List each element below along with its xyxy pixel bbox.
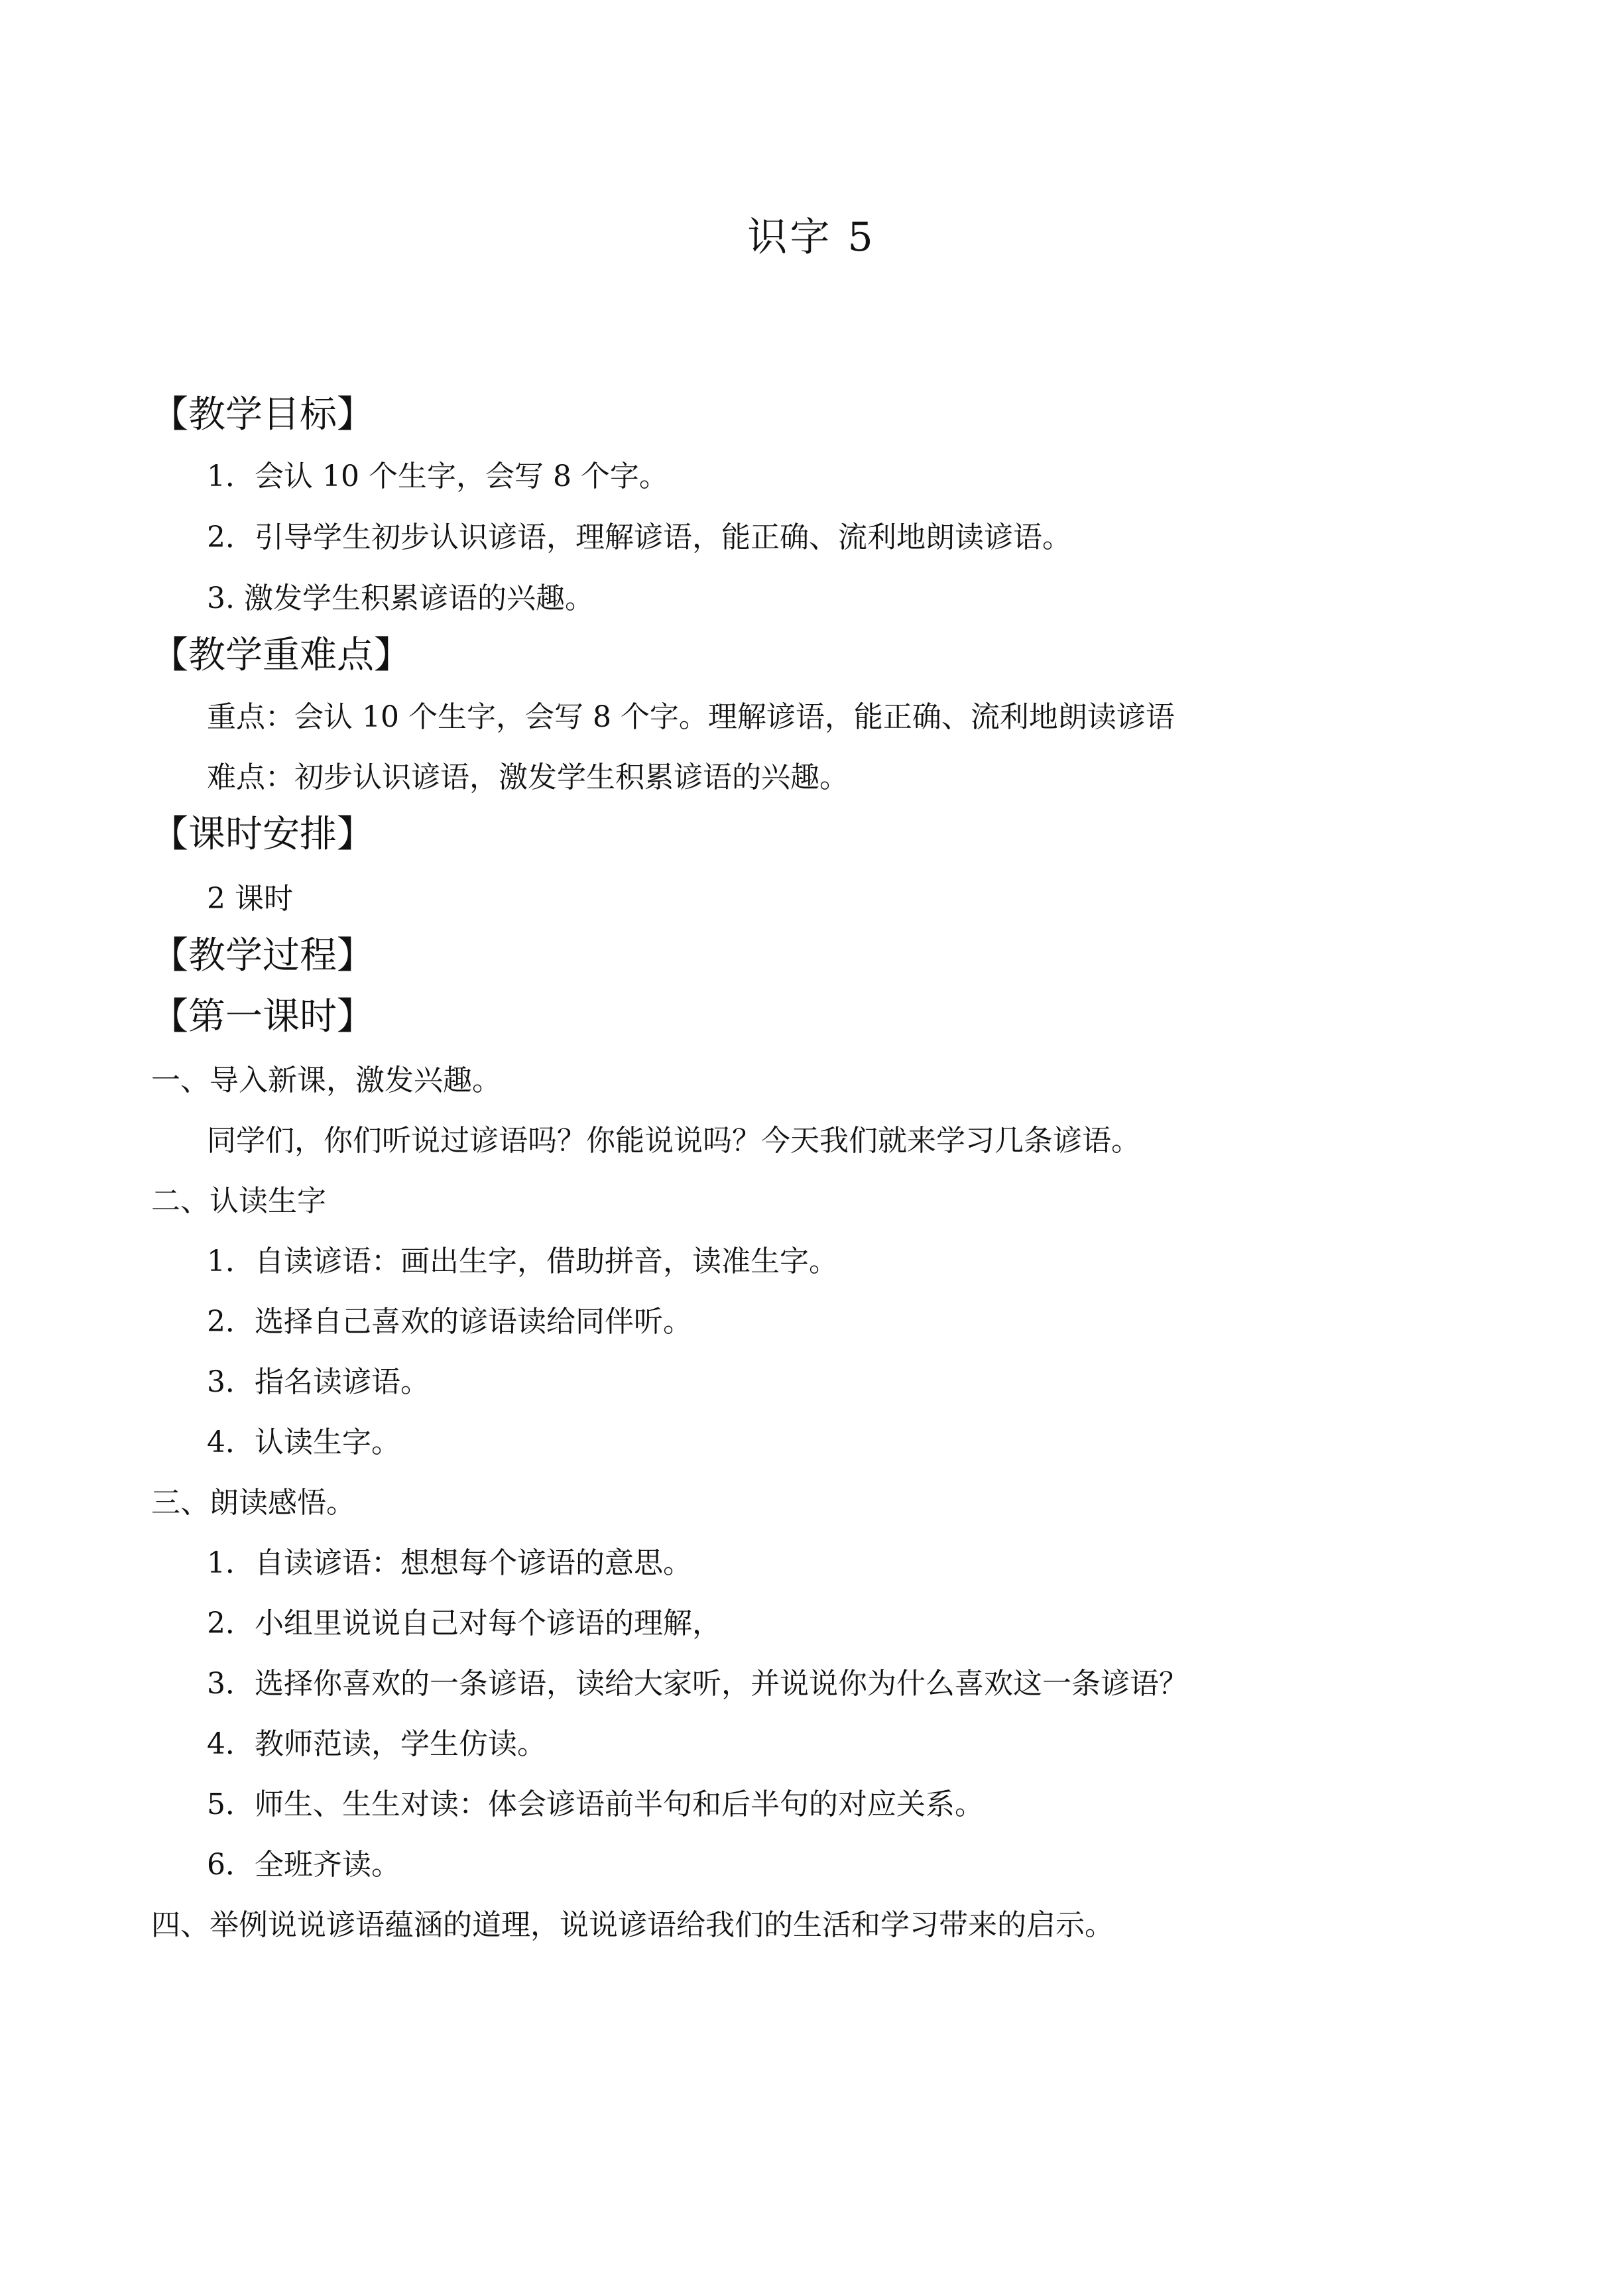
section-3-title: 三、朗读感悟。 (151, 1486, 355, 1520)
document-title: 识字 5 (747, 214, 876, 261)
section-2-item-3: 3．指名读谚语。 (207, 1365, 430, 1399)
lesson-heading: 【第一课时】 (151, 995, 374, 1038)
section-2-item-2: 2．选择自己喜欢的谚语读给同伴听。 (207, 1305, 692, 1339)
section-2-item-1: 1．自读谚语：画出生字，借助拼音，读准生字。 (207, 1244, 838, 1278)
goal-item-1: 1．会认 10 个生字，会写 8 个字。 (207, 459, 668, 493)
section-3-item-4: 4．教师范读，学生仿读。 (207, 1727, 546, 1761)
goal-item-3: 3. 激发学生积累谚语的兴趣。 (207, 581, 594, 615)
goal-item-2: 2．引导学生初步认识谚语，理解谚语，能正确、流利地朗读谚语。 (207, 520, 1071, 554)
section-3-item-2: 2．小组里说说自己对每个谚语的理解， (207, 1606, 721, 1640)
schedule-text: 2 课时 (207, 882, 293, 916)
key-point-focus: 重点：会认 10 个生字，会写 8 个字。理解谚语，能正确、流利地朗读谚语 (207, 700, 1175, 734)
section-2-title: 二、认读生字 (151, 1184, 326, 1218)
section-4-title: 四、举例说说谚语蕴涵的道理，说说谚语给我们的生活和学习带来的启示。 (151, 1908, 1114, 1942)
key-point-difficulty: 难点：初步认识谚语，激发学生积累谚语的兴趣。 (207, 760, 849, 794)
key-points-heading: 【教学重难点】 (151, 634, 411, 677)
goals-heading: 【教学目标】 (151, 393, 374, 436)
section-1-item-1: 同学们，你们听说过谚语吗？你能说说吗？今天我们就来学习几条谚语。 (207, 1124, 1140, 1158)
section-3-item-6: 6．全班齐读。 (207, 1848, 400, 1882)
section-2-item-4: 4．认读生字。 (207, 1425, 400, 1459)
section-3-item-5: 5．师生、生生对读：体会谚语前半句和后半句的对应关系。 (207, 1787, 984, 1821)
section-1-title: 一、导入新课，激发兴趣。 (151, 1063, 501, 1097)
section-3-item-1: 1．自读谚语：想想每个谚语的意思。 (207, 1546, 692, 1580)
schedule-heading: 【课时安排】 (151, 813, 374, 856)
section-3-item-3: 3．选择你喜欢的一条谚语，读给大家听，并说说你为什么喜欢这一条谚语？ (207, 1667, 1188, 1701)
process-heading: 【教学过程】 (151, 934, 374, 977)
